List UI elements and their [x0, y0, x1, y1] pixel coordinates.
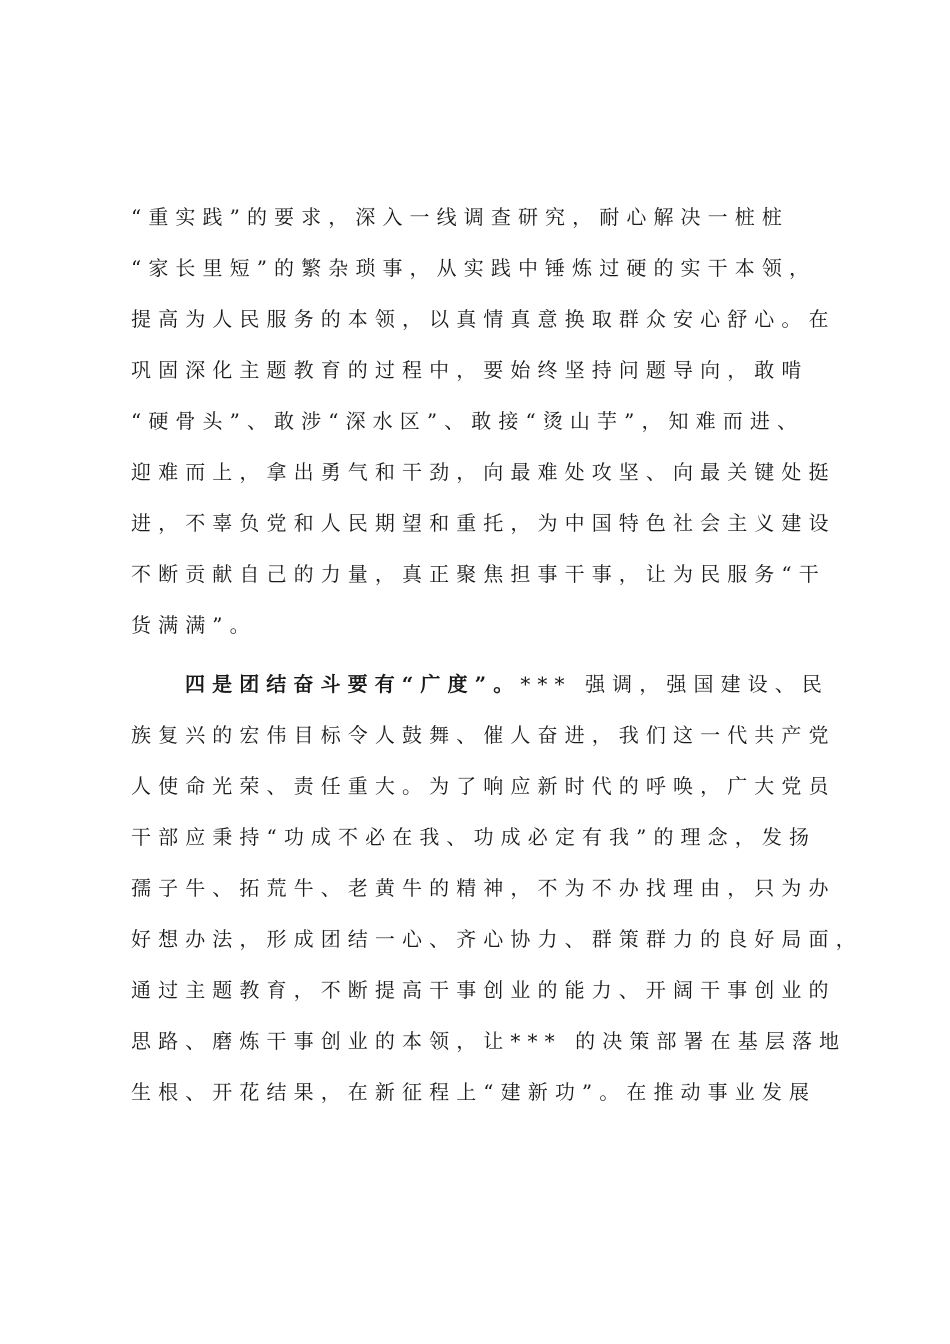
text-line: 族复兴的宏伟目标令人鼓舞、催人奋进，我们这一代共产党 — [131, 723, 836, 747]
text-line: 生根、开花结果，在新征程上“建新功”。在推动事业发展 — [131, 1080, 817, 1104]
text-line: 人使命光荣、责任重大。为了响应新时代的呼唤，广大党员 — [131, 774, 836, 798]
text-line: “硬骨头”、敢涉“深水区”、敢接“烫山芋”，知难而进、 — [131, 409, 805, 433]
text-line: “家长里短”的繁杂琐事，从实践中锤炼过硬的实干本领， — [131, 256, 817, 280]
text-line: “重实践”的要求，深入一线调查研究，耐心解决一桩桩 — [131, 205, 789, 229]
paragraph-1 — [131, 196, 836, 655]
text-line: 好想办法，形成团结一心、齐心协力、群策群力的良好局面， — [131, 927, 863, 951]
section-heading: 四是团结奋斗要有“广度”。 — [185, 672, 521, 696]
body-text — [131, 196, 863, 1122]
text-line: 货满满”。 — [131, 613, 257, 637]
paragraph-2 — [131, 663, 863, 1122]
paragraph-2-first-line — [131, 663, 831, 714]
text-line: 迎难而上，拿出勇气和干劲，向最难处攻坚、向最关键处挺 — [131, 460, 836, 484]
text-line: 巩固深化主题教育的过程中，要始终坚持问题导向，敢啃 — [131, 358, 809, 382]
text-line: 不断贡献自己的力量，真正聚焦担事干事，让为民服务“干 — [131, 562, 826, 586]
text-line: 提高为人民服务的本领，以真情真意换取群众安心舒心。在 — [131, 307, 836, 331]
text-line: 干部应秉持“功成不必在我、功成必定有我”的理念，发扬 — [131, 825, 817, 849]
text-line: 通过主题教育，不断提高干事创业的能力、开阔干事创业的 — [131, 978, 836, 1002]
text-run: *** 强调，强国建设、民 — [520, 672, 829, 696]
text-line: 孺子牛、拓荒牛、老黄牛的精神，不为不办找理由，只为办 — [131, 876, 836, 900]
text-line: 进，不辜负党和人民期望和重托，为中国特色社会主义建设 — [131, 511, 836, 535]
text-line: 思路、磨炼干事创业的本领，让*** 的决策部署在基层落地 — [131, 1029, 847, 1053]
paragraph-spacer — [131, 655, 831, 663]
